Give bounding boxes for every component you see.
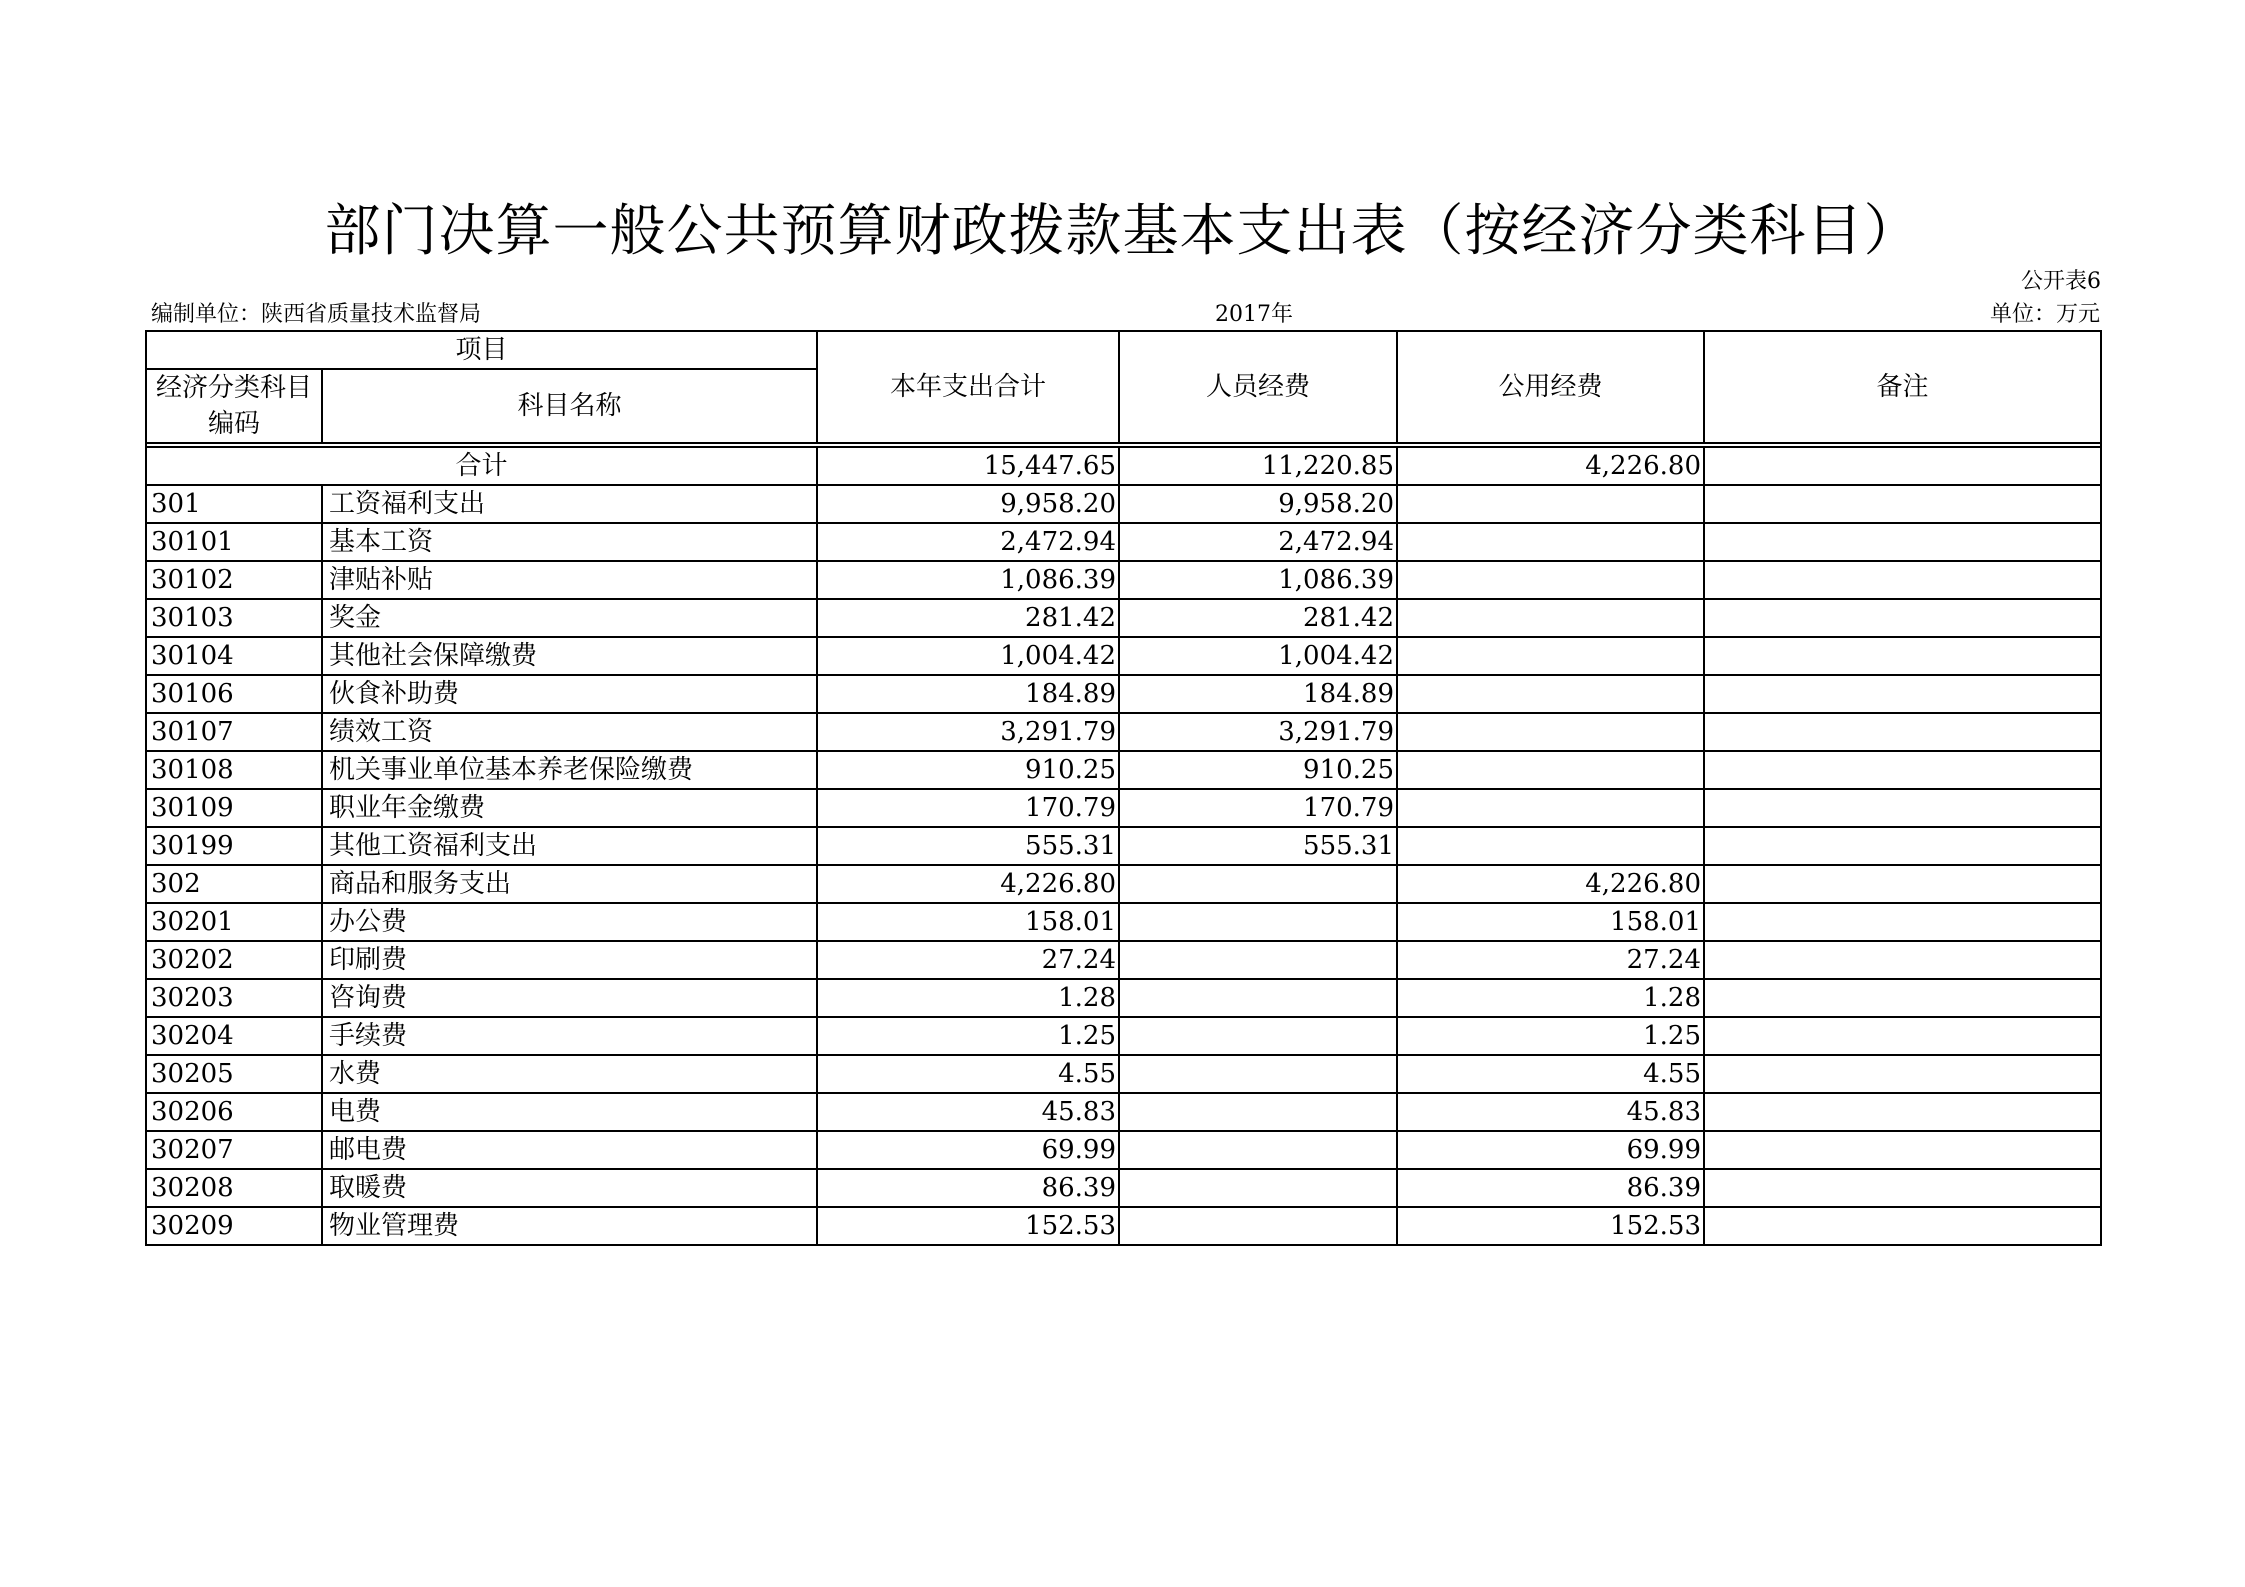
row-name: 水费 — [322, 1055, 817, 1093]
meta-row — [145, 300, 2100, 330]
row-remark — [1704, 941, 2101, 979]
row-public: 152.53 — [1397, 1207, 1704, 1245]
row-total: 4.55 — [817, 1055, 1119, 1093]
row-total: 45.83 — [817, 1093, 1119, 1131]
row-code: 301 — [146, 485, 322, 523]
row-total: 86.39 — [817, 1169, 1119, 1207]
row-remark — [1704, 1055, 2101, 1093]
row-code: 30208 — [146, 1169, 322, 1207]
row-public: 158.01 — [1397, 903, 1704, 941]
row-public — [1397, 523, 1704, 561]
row-public — [1397, 675, 1704, 713]
row-total: 184.89 — [817, 675, 1119, 713]
row-name: 物业管理费 — [322, 1207, 817, 1245]
row-personnel — [1119, 1169, 1397, 1207]
row-name: 职业年金缴费 — [322, 789, 817, 827]
row-remark — [1704, 1169, 2101, 1207]
total-row — [146, 447, 2101, 485]
total-personnel: 11,220.85 — [1119, 447, 1397, 485]
row-remark — [1704, 789, 2101, 827]
table-row — [146, 1207, 2101, 1245]
row-name: 绩效工资 — [322, 713, 817, 751]
row-code: 30107 — [146, 713, 322, 751]
table-row — [146, 675, 2101, 713]
row-name: 机关事业单位基本养老保险缴费 — [322, 751, 817, 789]
row-remark — [1704, 865, 2101, 903]
row-remark — [1704, 599, 2101, 637]
row-public: 1.25 — [1397, 1017, 1704, 1055]
row-code: 30202 — [146, 941, 322, 979]
row-remark — [1704, 561, 2101, 599]
row-remark — [1704, 1131, 2101, 1169]
table-row — [146, 789, 2101, 827]
row-name: 其他社会保障缴费 — [322, 637, 817, 675]
table-row — [146, 637, 2101, 675]
row-total: 158.01 — [817, 903, 1119, 941]
row-personnel — [1119, 941, 1397, 979]
row-code: 30104 — [146, 637, 322, 675]
row-name: 取暖费 — [322, 1169, 817, 1207]
row-remark — [1704, 903, 2101, 941]
table-row — [146, 523, 2101, 561]
row-public — [1397, 599, 1704, 637]
row-personnel — [1119, 865, 1397, 903]
row-name: 工资福利支出 — [322, 485, 817, 523]
table-row — [146, 941, 2101, 979]
row-code: 302 — [146, 865, 322, 903]
row-personnel: 910.25 — [1119, 751, 1397, 789]
row-personnel — [1119, 903, 1397, 941]
row-public: 4.55 — [1397, 1055, 1704, 1093]
row-personnel: 170.79 — [1119, 789, 1397, 827]
header-public: 公用经费 — [1397, 331, 1704, 443]
year-label: 2017年 — [1215, 302, 1293, 327]
row-public: 69.99 — [1397, 1131, 1704, 1169]
row-code: 30109 — [146, 789, 322, 827]
row-code: 30102 — [146, 561, 322, 599]
table-row — [146, 713, 2101, 751]
row-remark — [1704, 637, 2101, 675]
row-public: 4,226.80 — [1397, 865, 1704, 903]
table-row — [146, 1169, 2101, 1207]
row-personnel: 184.89 — [1119, 675, 1397, 713]
row-code: 30203 — [146, 979, 322, 1017]
row-public — [1397, 561, 1704, 599]
row-code: 30204 — [146, 1017, 322, 1055]
table-row — [146, 903, 2101, 941]
row-public: 1.28 — [1397, 979, 1704, 1017]
row-total: 1,004.42 — [817, 637, 1119, 675]
row-total: 281.42 — [817, 599, 1119, 637]
table-row — [146, 751, 2101, 789]
row-personnel: 3,291.79 — [1119, 713, 1397, 751]
row-public — [1397, 827, 1704, 865]
header-item: 项目 — [146, 331, 817, 369]
table-row — [146, 865, 2101, 903]
row-personnel — [1119, 979, 1397, 1017]
header-remark: 备注 — [1704, 331, 2101, 443]
row-name: 电费 — [322, 1093, 817, 1131]
row-name: 手续费 — [322, 1017, 817, 1055]
row-total: 1.25 — [817, 1017, 1119, 1055]
row-personnel: 281.42 — [1119, 599, 1397, 637]
row-total: 3,291.79 — [817, 713, 1119, 751]
row-remark — [1704, 827, 2101, 865]
total-label: 合计 — [146, 447, 817, 485]
row-public — [1397, 637, 1704, 675]
row-name: 其他工资福利支出 — [322, 827, 817, 865]
row-code: 30199 — [146, 827, 322, 865]
row-public — [1397, 485, 1704, 523]
row-public — [1397, 751, 1704, 789]
table-row — [146, 827, 2101, 865]
row-total: 170.79 — [817, 789, 1119, 827]
row-personnel: 1,086.39 — [1119, 561, 1397, 599]
row-total: 910.25 — [817, 751, 1119, 789]
row-total: 152.53 — [817, 1207, 1119, 1245]
row-total: 27.24 — [817, 941, 1119, 979]
row-personnel: 1,004.42 — [1119, 637, 1397, 675]
row-personnel — [1119, 1131, 1397, 1169]
row-remark — [1704, 979, 2101, 1017]
row-code: 30207 — [146, 1131, 322, 1169]
row-personnel: 555.31 — [1119, 827, 1397, 865]
row-code: 30101 — [146, 523, 322, 561]
header-code: 经济分类科目编码 — [146, 369, 322, 443]
row-name: 伙食补助费 — [322, 675, 817, 713]
row-total: 69.99 — [817, 1131, 1119, 1169]
row-code: 30205 — [146, 1055, 322, 1093]
row-name: 基本工资 — [322, 523, 817, 561]
total-amount: 15,447.65 — [817, 447, 1119, 485]
page-title: 部门决算一般公共预算财政拨款基本支出表（按经济分类科目） — [324, 199, 1921, 264]
row-code: 30209 — [146, 1207, 322, 1245]
row-code: 30201 — [146, 903, 322, 941]
row-name: 咨询费 — [322, 979, 817, 1017]
row-remark — [1704, 1207, 2101, 1245]
row-remark — [1704, 485, 2101, 523]
row-personnel — [1119, 1055, 1397, 1093]
row-public: 45.83 — [1397, 1093, 1704, 1131]
total-public: 4,226.80 — [1397, 447, 1704, 485]
row-total: 555.31 — [817, 827, 1119, 865]
header-name: 科目名称 — [322, 369, 817, 443]
row-remark — [1704, 1017, 2101, 1055]
row-public: 86.39 — [1397, 1169, 1704, 1207]
row-code: 30103 — [146, 599, 322, 637]
row-name: 办公费 — [322, 903, 817, 941]
row-public — [1397, 713, 1704, 751]
row-remark — [1704, 751, 2101, 789]
table-row — [146, 1093, 2101, 1131]
table-row — [146, 1131, 2101, 1169]
row-remark — [1704, 1093, 2101, 1131]
row-total: 1,086.39 — [817, 561, 1119, 599]
row-name: 商品和服务支出 — [322, 865, 817, 903]
row-public: 27.24 — [1397, 941, 1704, 979]
row-name: 印刷费 — [322, 941, 817, 979]
row-personnel: 9,958.20 — [1119, 485, 1397, 523]
table-number: 公开表6 — [2021, 269, 2101, 294]
row-name: 奖金 — [322, 599, 817, 637]
table-row — [146, 599, 2101, 637]
row-name: 邮电费 — [322, 1131, 817, 1169]
table-row — [146, 561, 2101, 599]
org-label: 编制单位：陕西省质量技术监督局 — [151, 302, 482, 327]
row-code: 30108 — [146, 751, 322, 789]
row-code: 30206 — [146, 1093, 322, 1131]
total-remark — [1704, 447, 2101, 485]
row-total: 1.28 — [817, 979, 1119, 1017]
table-row — [146, 485, 2101, 523]
row-total: 4,226.80 — [817, 865, 1119, 903]
row-personnel: 2,472.94 — [1119, 523, 1397, 561]
row-total: 2,472.94 — [817, 523, 1119, 561]
unit-label: 单位：万元 — [1989, 302, 2100, 327]
table-row — [146, 1017, 2101, 1055]
table-row — [146, 1055, 2101, 1093]
row-total: 9,958.20 — [817, 485, 1119, 523]
row-code: 30106 — [146, 675, 322, 713]
row-remark — [1704, 713, 2101, 751]
row-personnel — [1119, 1207, 1397, 1245]
row-public — [1397, 789, 1704, 827]
table-row — [146, 979, 2101, 1017]
row-personnel — [1119, 1093, 1397, 1131]
row-personnel — [1119, 1017, 1397, 1055]
row-remark — [1704, 523, 2101, 561]
row-name: 津贴补贴 — [322, 561, 817, 599]
row-remark — [1704, 675, 2101, 713]
header-total: 本年支出合计 — [817, 331, 1119, 443]
header-personnel: 人员经费 — [1119, 331, 1397, 443]
expenditure-table — [145, 330, 2102, 1246]
